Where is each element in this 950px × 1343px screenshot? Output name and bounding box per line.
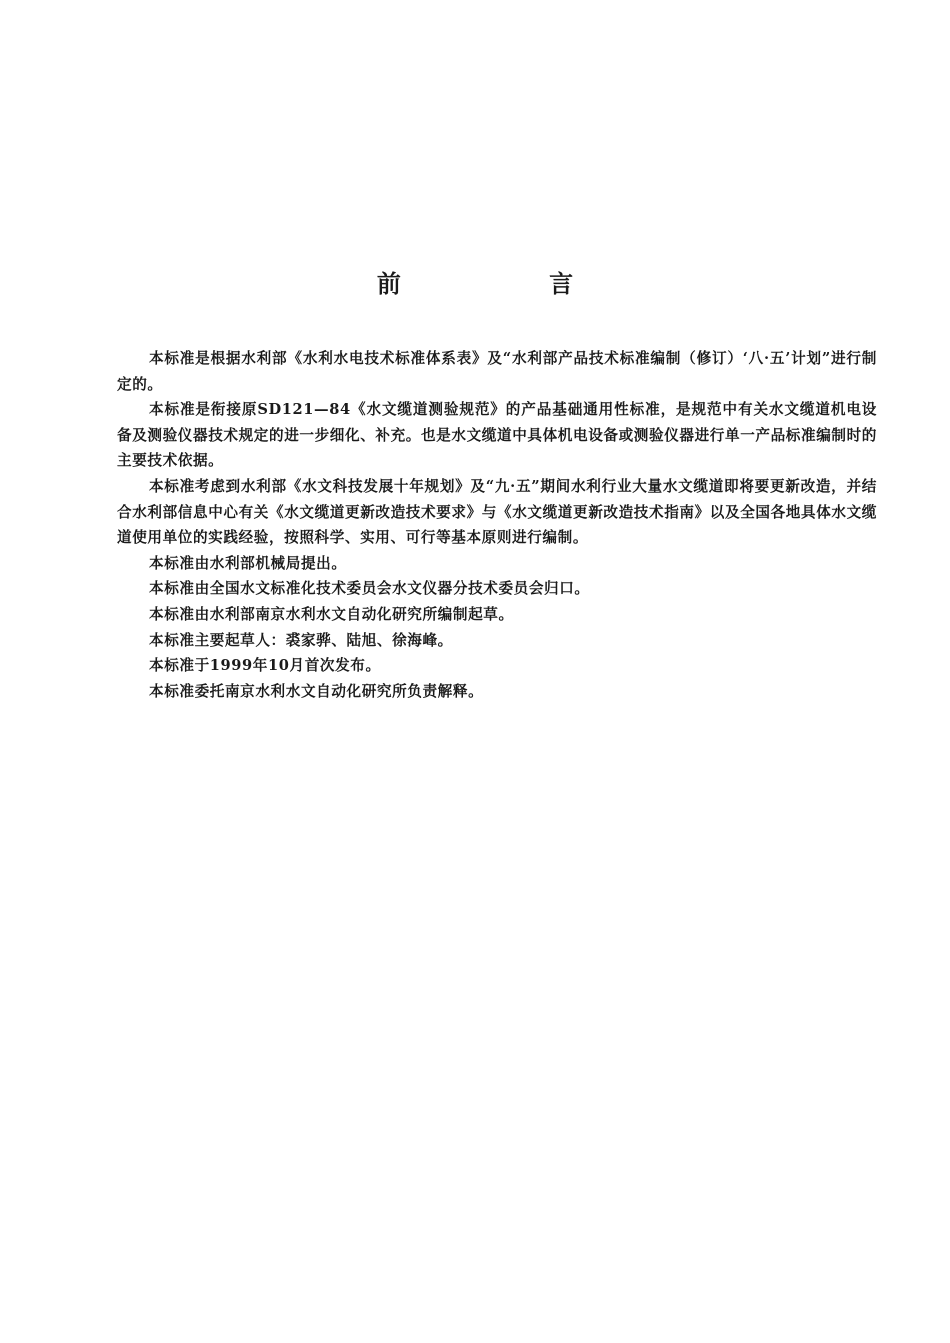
paragraph-basis: 本标准是根据水利部《水利水电技术标准体系表》及“水利部产品技术标准编制（修订）‘八·五’计划”进行制定的。	[117, 350, 877, 393]
paragraph-release: 本标准于1999年10月首次发布。	[149, 657, 381, 675]
paragraph-drafter: 本标准由水利部南京水利水文自动化研究所编制起草。	[149, 605, 514, 623]
paragraph-proposer: 本标准由水利部机械局提出。	[149, 554, 347, 572]
paragraph-considerations: 本标准考虑到水利部《水文科技发展十年规划》及“九·五”期间水利行业大量水文缆道即将要更新改造，并结合水利部信息中心有关《水文缆道更新改造技术要求》与《水文缆道更新改造技术指南》以及全国各地具体水文缆道使用单位的实践经验，按照科学、实用、可行等基本原则进行编制。	[117, 477, 877, 547]
paragraph-interpretation: 本标准委托南京水利水文自动化研究所负责解释。	[149, 682, 484, 700]
paragraph-custodian: 本标准由全国水文标准化技术委员会水文仪器分技术委员会归口。	[149, 580, 590, 598]
paragraph-authors: 本标准主要起草人：裘家骅、陆旭、徐海峰。	[149, 631, 453, 649]
page-title: 前 言	[376, 269, 644, 298]
preface-body	[117, 346, 877, 704]
paragraph-scope: 本标准是衔接原SD121—84《水文缆道测验规范》的产品基础通用性标准，是规范中有关水文缆道机电设备及测验仪器技术规定的进一步细化、补充。也是水文缆道中具体机电设备或测验仪器进行单一产品标准编制时的主要技术依据。	[117, 401, 877, 470]
